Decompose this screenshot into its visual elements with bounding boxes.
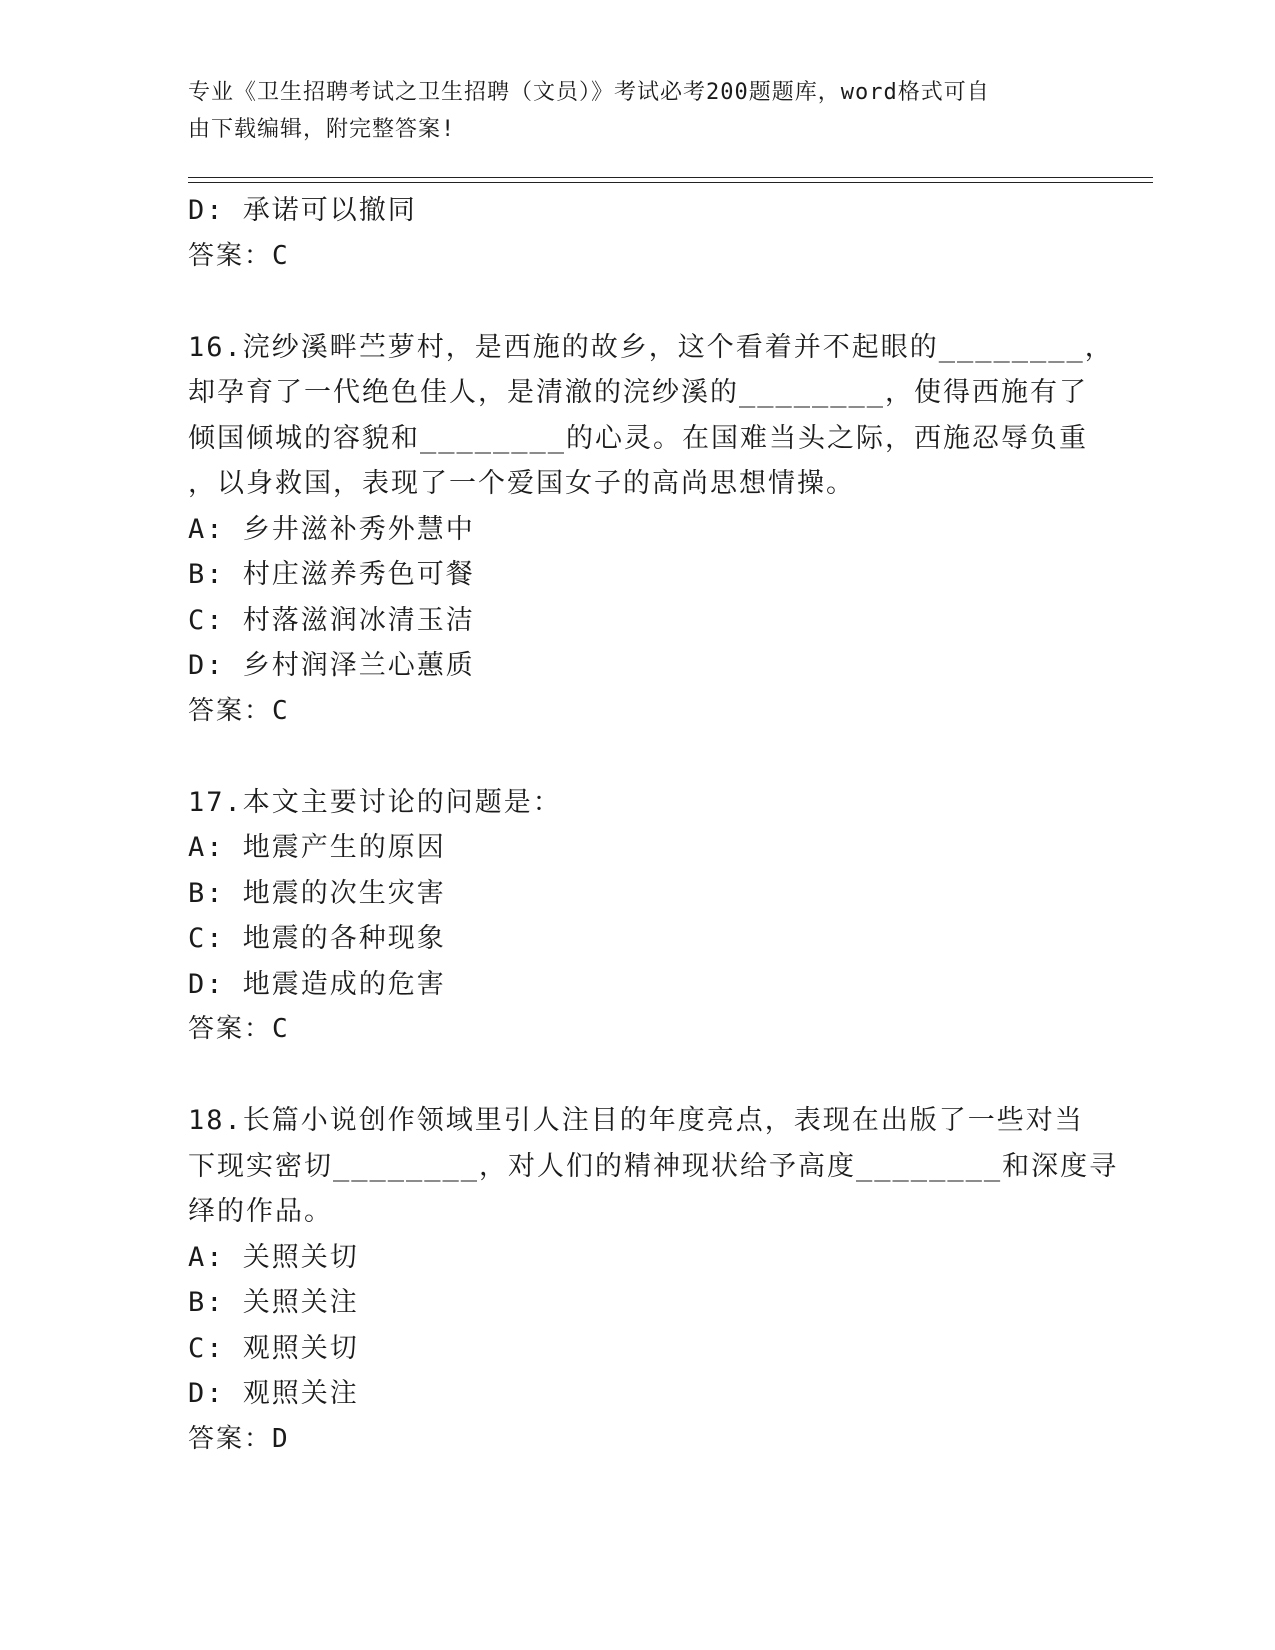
header-divider — [188, 177, 1153, 183]
option-b: B: 地震的次生灾害 — [188, 877, 446, 909]
option-d: D: 承诺可以撤同 — [188, 195, 417, 226]
question-stem — [188, 325, 1114, 507]
option-d: D: 观照关注 — [188, 1378, 359, 1409]
answer-label: 答案： — [188, 1423, 273, 1454]
option-c: C: 村落滋润冰清玉洁 — [188, 604, 475, 636]
page-header — [188, 74, 1068, 148]
answer — [188, 1007, 1088, 1053]
header-line-2: 由下载编辑，附完整答案! — [188, 117, 456, 142]
option-d: D: 地震造成的危害 — [188, 968, 446, 1000]
option-a: A: 地震产生的原因 — [188, 832, 446, 863]
answer-value: C — [272, 695, 290, 726]
option-d: D: 乡村润泽兰心蕙质 — [188, 650, 475, 681]
spacer — [188, 734, 1088, 780]
answer-value: D — [272, 1423, 290, 1454]
question-16 — [188, 325, 1114, 735]
answer-value: C — [272, 240, 290, 271]
prev-question — [188, 188, 1088, 279]
option-c: C: 地震的各种现象 — [188, 923, 446, 954]
answer — [188, 1417, 1088, 1463]
question-list — [188, 188, 1119, 1462]
option-a: A: 乡井滋补秀外慧中 — [188, 513, 475, 545]
option-b: B: 村庄滋养秀色可餐 — [188, 559, 475, 590]
option-b: B: 关照关注 — [188, 1287, 359, 1318]
answer-label: 答案： — [188, 1014, 273, 1044]
answer — [188, 689, 1088, 735]
spacer — [188, 1053, 1088, 1099]
question-stem — [188, 1098, 1119, 1235]
stem-line: ，以身救国，表现了一个爱国女子的高尚思想情操。 — [188, 468, 855, 499]
stem-line: 16.浣纱溪畔苎萝村，是西施的故乡，这个看着并不起眼的________， — [188, 331, 1114, 363]
answer-label: 答案： — [188, 240, 273, 271]
stem-line: 却孕育了一代绝色佳人，是清澈的浣纱溪的________，使得西施有了 — [188, 377, 1089, 408]
question-18 — [188, 1098, 1119, 1462]
option-a: A: 关照关切 — [188, 1241, 359, 1273]
question-17 — [188, 780, 1088, 1053]
answer-label: 答案： — [188, 695, 273, 726]
stem-line: 绎的作品。 — [188, 1196, 333, 1227]
header-line-1: 专业《卫生招聘考试之卫生招聘（文员）》考试必考200题题库，word格式可自 — [188, 80, 990, 105]
answer — [188, 234, 1088, 280]
spacer — [188, 279, 1088, 325]
option-c: C: 观照关切 — [188, 1332, 359, 1364]
question-stem — [188, 780, 1088, 826]
answer-value: C — [272, 1014, 290, 1044]
stem-line: 17.本文主要讨论的问题是： — [188, 786, 562, 818]
stem-line: 倾国倾城的容貌和________的心灵。在国难当头之际，西施忍辱负重 — [188, 422, 1089, 454]
stem-line: 下现实密切________，对人们的精神现状给予高度________和深度寻 — [188, 1150, 1119, 1182]
stem-line: 18.长篇小说创作领域里引人注目的年度亮点，表现在出版了一些对当 — [188, 1105, 1084, 1136]
